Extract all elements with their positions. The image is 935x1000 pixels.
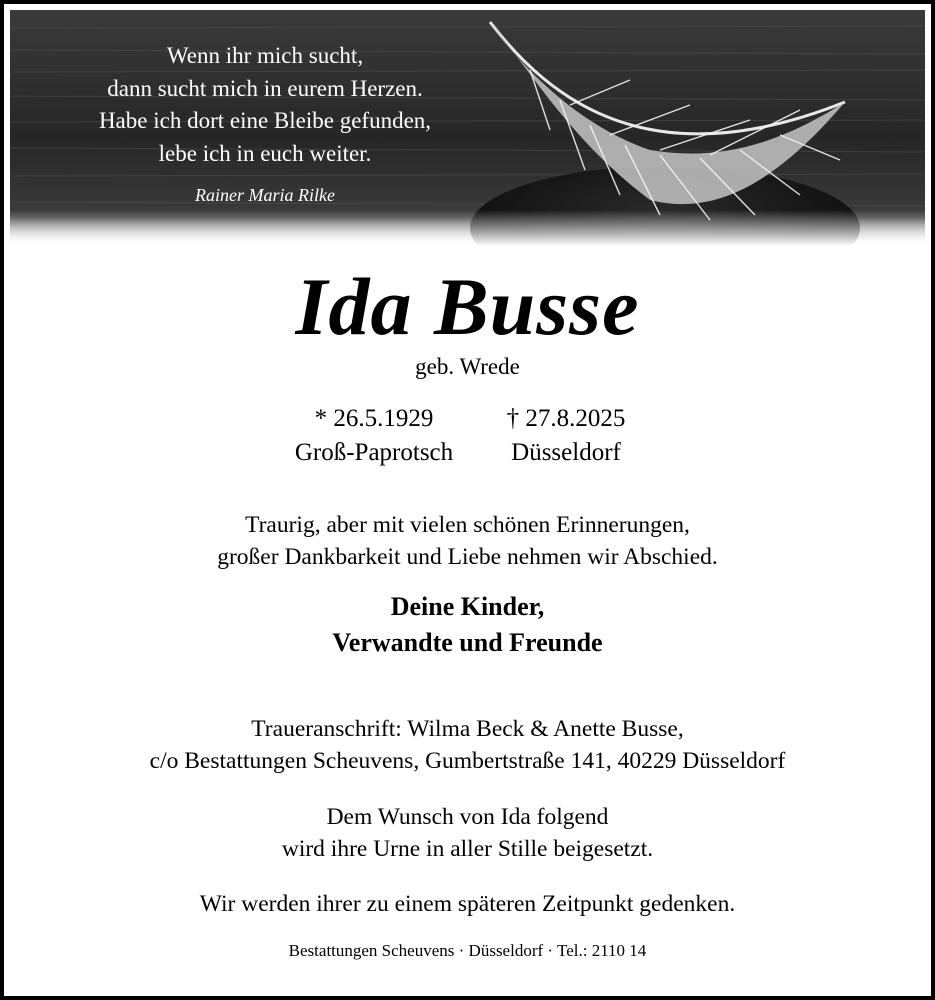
address-line: Traueranschrift: Wilma Beck & Anette Busse,: [251, 716, 684, 742]
feather-photo-banner: [10, 10, 925, 246]
rilke-quote: [10, 40, 520, 212]
death-place: Düsseldorf: [511, 439, 621, 466]
signer-line: Deine Kinder,: [390, 592, 545, 621]
birth-info: [274, 402, 474, 470]
burial-line: wird ihre Urne in aller Stille beigesetzt.: [281, 836, 654, 862]
remembrance-note: Wir werden ihrer zu einem späteren Zeitpunkt gedenken.: [199, 891, 736, 917]
funeral-home-footer: Bestattungen Scheuvens · Düsseldorf · Tel.: 2110 14: [288, 941, 647, 960]
quote-line: Habe ich dort eine Bleibe gefunden,: [98, 108, 432, 133]
burial-line: Dem Wunsch von Ida folgend: [326, 804, 609, 830]
burial-note: [4, 801, 931, 865]
birth-date: * 26.5.1929: [314, 405, 434, 432]
death-info: [466, 402, 666, 470]
deceased-name: Ida Busse: [295, 261, 640, 352]
death-date: † 27.8.2025: [506, 405, 626, 432]
signers: [4, 589, 931, 661]
mourning-address: [4, 713, 931, 777]
quote-line: lebe ich in euch weiter.: [158, 140, 372, 166]
birth-place: Groß-Paprotsch: [294, 439, 454, 466]
maiden-name: geb. Wrede: [415, 354, 520, 379]
quote-author: Rainer Maria Rilke: [195, 185, 335, 205]
message-line: Traurig, aber mit vielen schönen Erinnerungen,: [245, 512, 690, 538]
quote-line: Wenn ihr mich sucht,: [166, 43, 364, 68]
quote-line: dann sucht mich in eurem Herzen.: [107, 75, 423, 101]
farewell-message: [4, 509, 931, 573]
life-dates: [4, 402, 931, 472]
address-line: c/o Bestattungen Scheuvens, Gumbertstraße 141, 40229 Düsseldorf: [149, 748, 786, 774]
signer-line: Verwandte und Freunde: [332, 628, 603, 657]
message-line: großer Dankbarkeit und Liebe nehmen wir Abschied.: [217, 544, 718, 570]
